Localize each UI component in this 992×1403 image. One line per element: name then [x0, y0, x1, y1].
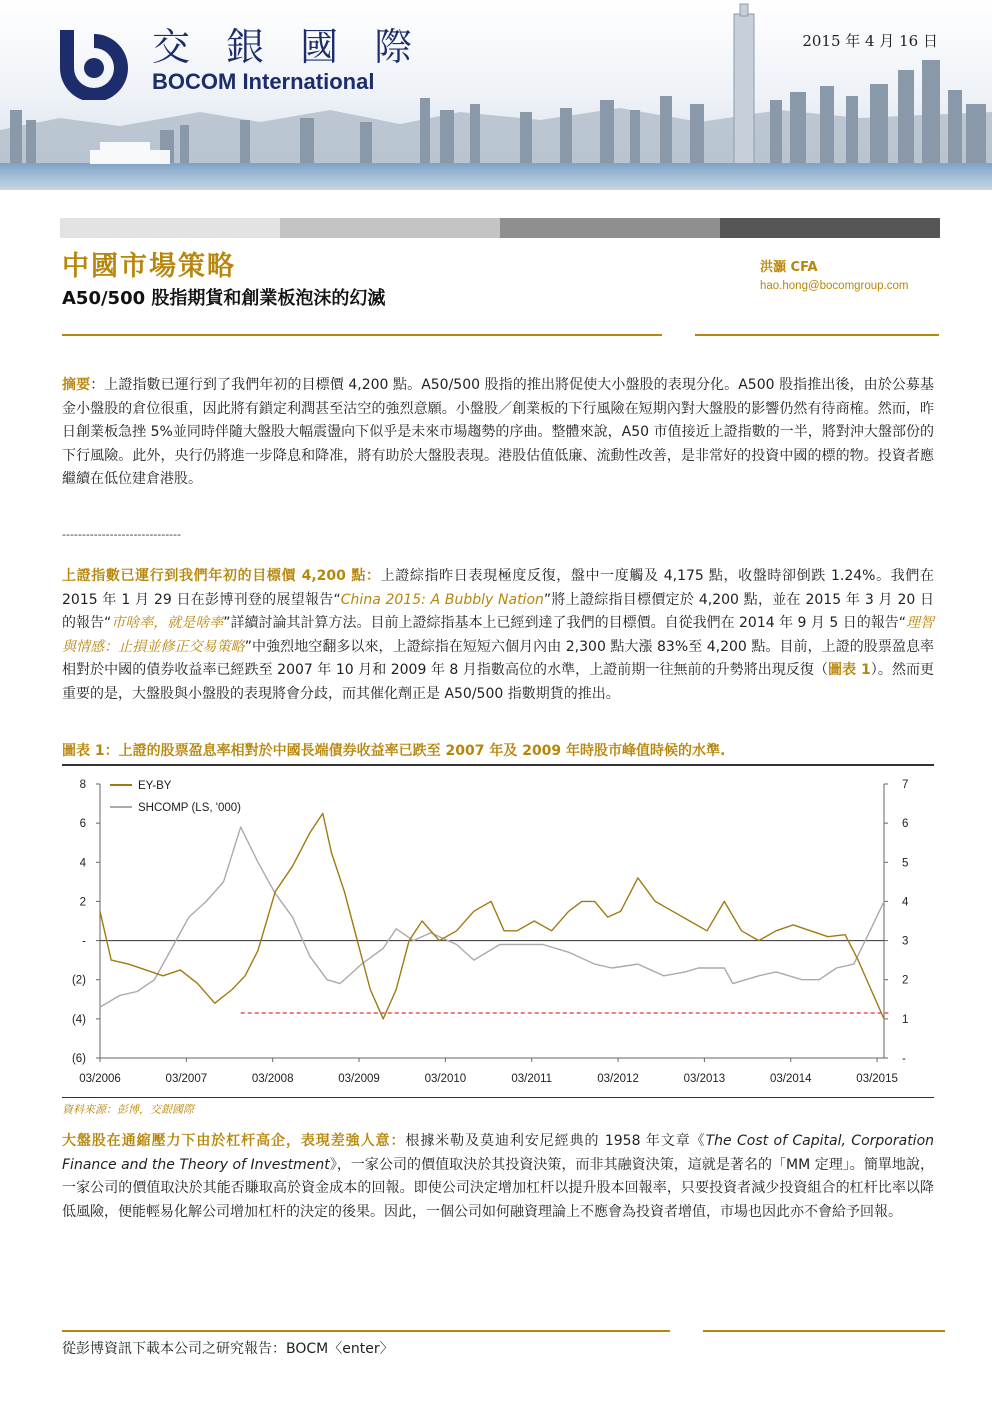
section2-text: 根據米勒及莫迪利安尼經典的 1958 年文章《 — [405, 1133, 706, 1149]
series-line-shcomp — [100, 827, 884, 1007]
section1-text: 上證綜指昨日表現極度反復，盤中一度觸及 4,175 點，收盤時卻倒跌 1.24%。我們在 2015 年 1 月 29 日在彭博刊登的展望報告“ — [62, 568, 935, 608]
legend-label-eyby: EY-BY — [138, 780, 172, 792]
section1-text: ”將上證綜指目標價定於 4,200 點，並在 2015 年 3 月 20 日的報告“ — [62, 591, 934, 631]
section1-heading: 上證指數已運行到我們年初的目標價 4,200 點： — [62, 568, 381, 584]
summary-paragraph — [62, 374, 934, 492]
figure-bottom-rule — [62, 1097, 934, 1098]
figure-source: 資料來源：彭博，交銀國際 — [62, 1103, 194, 1116]
y-right-tick-label: 1 — [902, 1013, 909, 1026]
y-right-tick-label: 4 — [902, 896, 909, 909]
y-left-tick-label: (4) — [71, 1013, 86, 1026]
logo-english-name: BOCOM International — [152, 69, 375, 94]
summary-label: 摘要 — [62, 377, 91, 393]
y-left-tick-label: 8 — [79, 779, 86, 791]
author-name: 洪灝 CFA — [760, 260, 818, 275]
x-tick-label: 03/2009 — [338, 1073, 380, 1085]
y-left-tick-label: 2 — [79, 896, 86, 909]
y-right-tick-label: - — [902, 1053, 906, 1065]
report-subtitle: A50/500 股指期貨和創業板泡沫的幻滅 — [62, 288, 386, 309]
section1-text: ”詳續討論其計算方法。目前上證綜指基本上已經到達了我們的目標價。自從我們在 2014 年 9 月 5 日的報告“ — [223, 615, 906, 631]
section1-paragraph — [62, 565, 934, 706]
x-tick-label: 03/2011 — [511, 1073, 553, 1085]
footer-text: 從彭博資訊下載本公司之研究報告：BOCM〈enter〉 — [62, 1341, 394, 1357]
y-right-tick-label: 3 — [902, 935, 909, 948]
y-left-tick-label: (6) — [71, 1053, 86, 1065]
figure-title: 圖表 1：上證的股票盈息率相對於中國長端債券收益率已跌至 2007 年及 2009 年時股市峰值時候的水準. — [62, 743, 726, 759]
chart-container — [62, 766, 934, 1096]
y-left-tick-label: - — [82, 935, 86, 948]
y-left-tick-label: (2) — [71, 974, 86, 987]
x-tick-label: 03/2013 — [683, 1073, 726, 1085]
bocom-logo-icon — [52, 20, 142, 100]
company-logo — [52, 20, 424, 100]
author-email[interactable]: hao.hong@bocomgroup.com — [760, 280, 909, 292]
title-divider-right — [695, 334, 939, 336]
footer-rule-left — [62, 1330, 670, 1332]
section2-paragraph — [62, 1130, 934, 1224]
series-line-eyby — [100, 813, 884, 1019]
section1-text: ”中強烈地空翻多以來，上證綜指在短短六個月內由 2,300 點大漲 83%至 4,200 點。目前，上證的股票盈息率相對於中國的債券收益率已經跌至 2007 年 10 月和 2009 年 8 月指數高位的水準，上證前期一往無前的升勢將出現反復（ — [62, 638, 935, 678]
report-date: 2015 年 4 月 16 日 — [802, 32, 938, 50]
color-strip — [60, 218, 940, 238]
x-tick-label: 03/2015 — [856, 1073, 898, 1085]
y-right-tick-label: 5 — [902, 857, 909, 870]
legend-label-shcomp: SHCOMP (LS, '000) — [138, 802, 241, 814]
x-tick-label: 03/2012 — [597, 1073, 639, 1085]
y-left-tick-label: 4 — [79, 857, 86, 870]
section-separator: ------------------------------ — [62, 528, 182, 541]
y-right-tick-label: 2 — [902, 974, 909, 987]
y-left-tick-label: 6 — [79, 818, 86, 831]
report-title: 中國市場策略 — [62, 251, 236, 282]
report-ref-market-rate: 市啥率，就是啥率 — [111, 615, 224, 631]
title-divider-left — [62, 334, 662, 336]
report-ref-stop-loss: 理智與情感：止損並修正交易策略 — [62, 615, 935, 655]
figure-reference: 圖表 1 — [828, 662, 871, 678]
x-tick-label: 03/2010 — [424, 1073, 467, 1085]
eyby-shcomp-chart — [62, 766, 934, 1096]
x-tick-label: 03/2014 — [769, 1073, 812, 1085]
footer-rule-right — [703, 1330, 945, 1332]
section1-text: ）。然而更重要的是，大盤股與小盤股的表現將會分歧，而其催化劑正是 A50/500 指數期貨的推出。 — [62, 662, 934, 702]
logo-chinese-name: 交 銀 國 際 — [152, 25, 425, 69]
section2-heading: 大盤股在通縮壓力下由於杠杆高企，表現差強人意： — [62, 1133, 406, 1149]
x-tick-label: 03/2007 — [165, 1073, 208, 1085]
section2-text: 》，一家公司的價值取決於其投資決策，而非其融資決策，這就是著名的「MM 定理」。簡單地說，一家公司的價值取決於其能否賺取高於資金成本的回報。即使公司決定增加杠杆以提升股本回報率，只要投資者減少投資組合的杠杆比率以降低風險，便能輕易化解公司增加杠杆的決定的後果。因此，一個公司如何融資理論上不應會為投資者增值，市場也因此亦不會給予回報。 — [62, 1156, 934, 1220]
y-right-tick-label: 6 — [902, 818, 909, 831]
x-tick-label: 03/2008 — [251, 1073, 294, 1085]
report-ref-bubbly-nation: China 2015: A Bubbly Nation — [340, 591, 544, 608]
book-title: The Cost of Capital, Corporation Finance and the Theory of Investment — [62, 1133, 935, 1173]
summary-text: ：上證指數已運行到了我們年初的目標價 4,200 點。A50/500 股指的推出將促使大小盤股的表現分化。A500 股指推出後，由於公募基金小盤股的倉位很重，因此將有鎖定利潤甚至沽空的強烈意願。小盤股／創業板的下行風險在短期內對大盤股的影響仍然有待商榷。然而，昨日創業板急挫 5%並同時伴隨大盤股大幅震盪向下似乎是未來市場趨勢的序曲。整體來說，A50 市值接近上證指數的一半，將對沖大盤部份的下行風險。此外，央行仍將進一步降息和降准，將有助於大盤股表現。港股估值低廉、流動性改善，是非常好的投資中國的標的物。投資者應繼續在低位建倉港股。 — [62, 377, 934, 487]
y-right-tick-label: 7 — [902, 779, 909, 791]
x-tick-label: 03/2006 — [79, 1073, 121, 1085]
